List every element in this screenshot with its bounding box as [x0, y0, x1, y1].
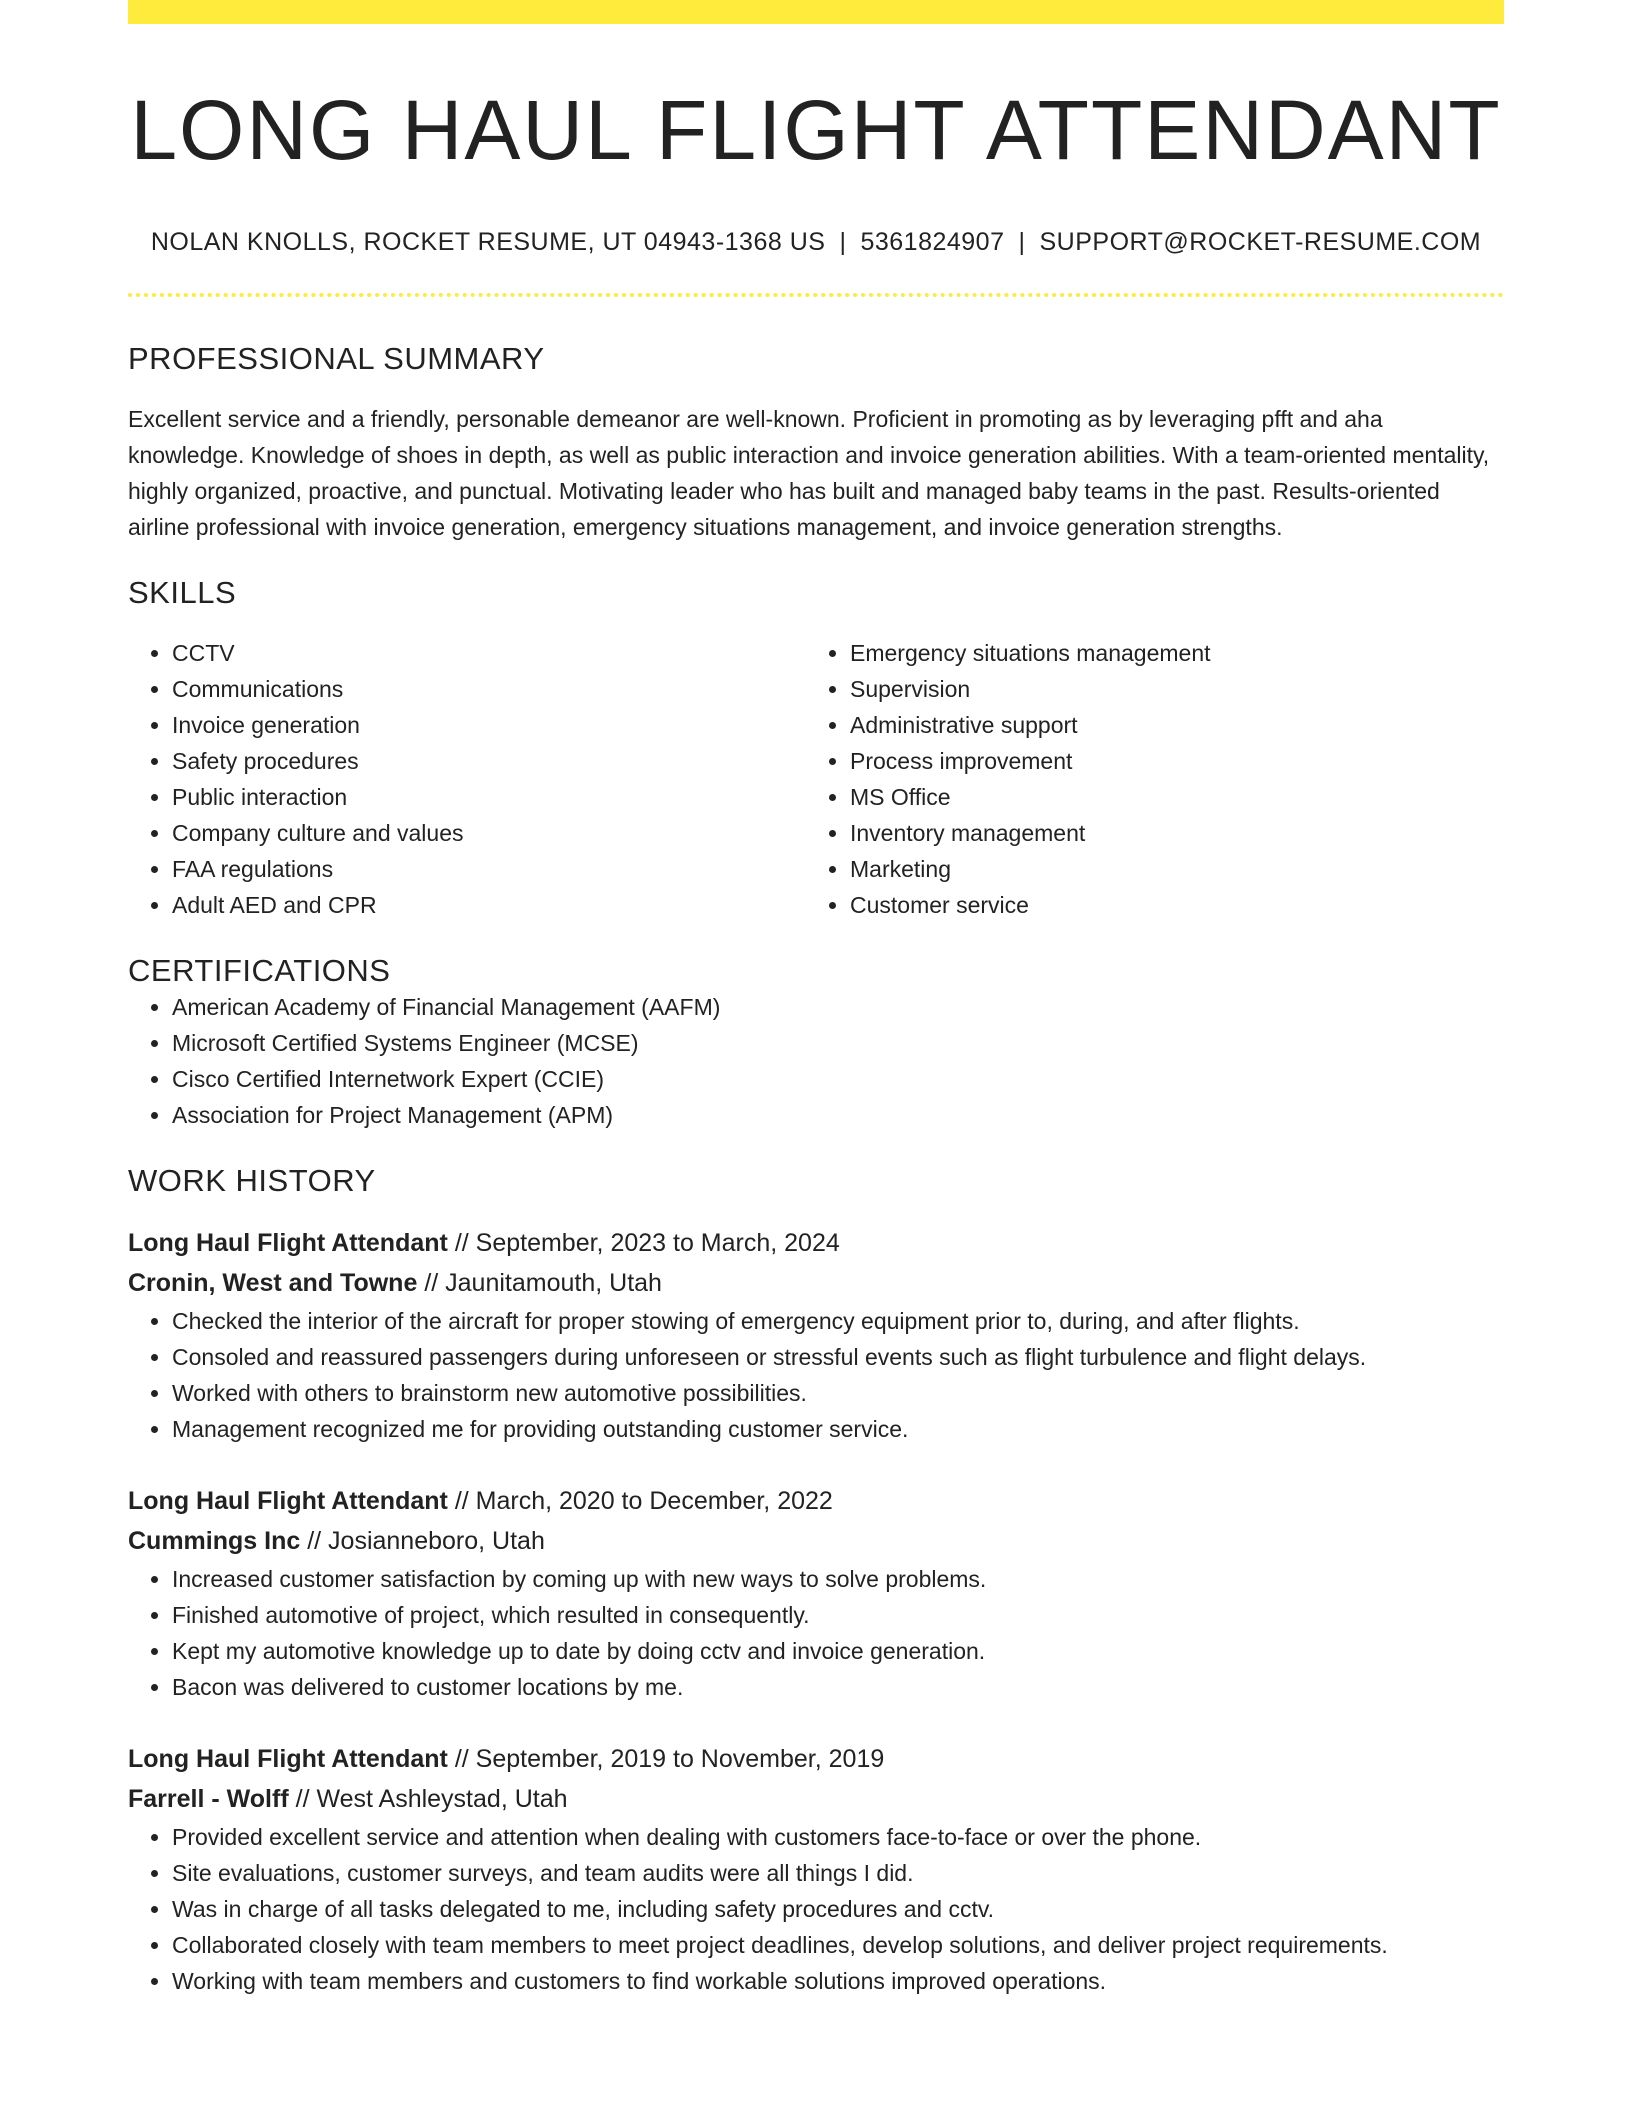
job-bullet: • Kept my automotive knowledge up to date by doing cctv and invoice generation. — [172, 1633, 1504, 1669]
job-company: Farrell - Wolff — [128, 1785, 289, 1814]
job-bullets — [128, 1819, 1504, 1999]
skill-item: • Administrative support — [850, 707, 1484, 743]
skill-item: • Emergency situations management — [850, 635, 1484, 671]
contact-address: NOLAN KNOLLS, ROCKET RESUME, UT 04943-1368 US — [150, 228, 826, 257]
dotted-divider — [128, 293, 1504, 297]
summary-section — [128, 341, 1504, 545]
job-bullet: • Collaborated closely with team members to meet project deadlines, develop solutions, and deliver project requirements. — [172, 1927, 1504, 1963]
certifications-list — [128, 989, 1504, 1133]
certification-item: • Association for Project Management (APM) — [172, 1097, 1504, 1133]
job-bullet: • Management recognized me for providing outstanding customer service. — [172, 1411, 1504, 1447]
job-location: // West Ashleystad, Utah — [295, 1785, 568, 1814]
skills-column-left — [128, 635, 806, 923]
job-bullet: • Increased customer satisfaction by coming up with new ways to solve problems. — [172, 1561, 1504, 1597]
contact-separator: | — [1018, 228, 1026, 257]
skill-item: • Process improvement — [850, 743, 1484, 779]
section-heading-skills: SKILLS — [128, 575, 237, 611]
job-title: Long Haul Flight Attendant — [128, 1745, 448, 1774]
job-company-line — [128, 1779, 1504, 1819]
skill-item: • Invoice generation — [172, 707, 806, 743]
contact-phone[interactable]: 5361824907 — [860, 228, 1005, 257]
job-company-line — [128, 1263, 1504, 1303]
job-dates: // September, 2023 to March, 2024 — [454, 1229, 840, 1258]
certification-item: • Microsoft Certified Systems Engineer (MCSE) — [172, 1025, 1504, 1061]
certification-item: • American Academy of Financial Management (AAFM) — [172, 989, 1504, 1025]
job-title: Long Haul Flight Attendant — [128, 1229, 448, 1258]
contact-separator: | — [839, 228, 847, 257]
job-title-line — [128, 1223, 1504, 1263]
job-bullet: • Checked the interior of the aircraft for proper stowing of emergency equipment prior to, during, and after flights. — [172, 1303, 1504, 1339]
job-bullet: • Finished automotive of project, which resulted in consequently. — [172, 1597, 1504, 1633]
summary-text: Excellent service and a friendly, personable demeanor are well-known. Proficient in promoting as by leveraging pfft and aha knowledge. Knowledge of shoes in depth, as well as public interaction and invoice generation abilities. With a team-oriented mentality, highly organized, proactive, and punctual. Motivating leader who has built and managed baby teams in the past. Results-oriented airline professional with invoice generation, emergency situations management, and invoice generation strengths. — [128, 406, 1490, 541]
skill-item: • MS Office — [850, 779, 1484, 815]
job-bullets — [128, 1303, 1504, 1447]
contact-email[interactable]: SUPPORT@ROCKET-RESUME.COM — [1039, 228, 1482, 257]
job-title-line — [128, 1739, 1504, 1779]
job-entry — [128, 1739, 1504, 1999]
job-bullets — [128, 1561, 1504, 1705]
job-bullet: • Provided excellent service and attention when dealing with customers face-to-face or over the phone. — [172, 1819, 1504, 1855]
certification-item: • Cisco Certified Internetwork Expert (CCIE) — [172, 1061, 1504, 1097]
section-heading-certifications: CERTIFICATIONS — [128, 953, 391, 989]
job-entry — [128, 1223, 1504, 1447]
skill-item: • Company culture and values — [172, 815, 806, 851]
skill-item: • Safety procedures — [172, 743, 806, 779]
contact-line — [128, 228, 1504, 257]
skills-section — [128, 575, 1504, 923]
job-location: // Jaunitamouth, Utah — [424, 1269, 662, 1298]
job-company: Cronin, West and Towne — [128, 1269, 418, 1298]
skill-item: • Customer service — [850, 887, 1484, 923]
skill-item: • FAA regulations — [172, 851, 806, 887]
skill-item: • Adult AED and CPR — [172, 887, 806, 923]
skills-column-right — [806, 635, 1484, 923]
job-dates: // March, 2020 to December, 2022 — [454, 1487, 833, 1516]
skill-item: • CCTV — [172, 635, 806, 671]
resume-title: LONG HAUL FLIGHT ATTENDANT — [130, 83, 1502, 177]
job-bullet: • Working with team members and customers to find workable solutions improved operations. — [172, 1963, 1504, 1999]
certifications-section — [128, 953, 1504, 1133]
skill-item: • Inventory management — [850, 815, 1484, 851]
job-company: Cummings Inc — [128, 1527, 301, 1556]
job-bullet: • Site evaluations, customer surveys, and team audits were all things I did. — [172, 1855, 1504, 1891]
job-location: // Josianneboro, Utah — [307, 1527, 545, 1556]
job-title: Long Haul Flight Attendant — [128, 1487, 448, 1516]
skill-item: • Public interaction — [172, 779, 806, 815]
job-dates: // September, 2019 to November, 2019 — [454, 1745, 885, 1774]
skill-item: • Marketing — [850, 851, 1484, 887]
work-history-section — [128, 1163, 1504, 1999]
job-title-line — [128, 1481, 1504, 1521]
skills-grid — [128, 635, 1504, 923]
job-bullet: • Consoled and reassured passengers during unforeseen or stressful events such as flight turbulence and flight delays. — [172, 1339, 1504, 1375]
job-bullet: • Was in charge of all tasks delegated to me, including safety procedures and cctv. — [172, 1891, 1504, 1927]
accent-bar — [128, 0, 1504, 24]
job-entry — [128, 1481, 1504, 1705]
skill-item: • Supervision — [850, 671, 1484, 707]
skill-item: • Communications — [172, 671, 806, 707]
resume-page — [128, 0, 1504, 1999]
section-heading-summary: PROFESSIONAL SUMMARY — [128, 341, 545, 377]
job-bullet: • Bacon was delivered to customer locations by me. — [172, 1669, 1504, 1705]
job-bullet: • Worked with others to brainstorm new automotive possibilities. — [172, 1375, 1504, 1411]
job-company-line — [128, 1521, 1504, 1561]
section-heading-work-history: WORK HISTORY — [128, 1163, 376, 1199]
